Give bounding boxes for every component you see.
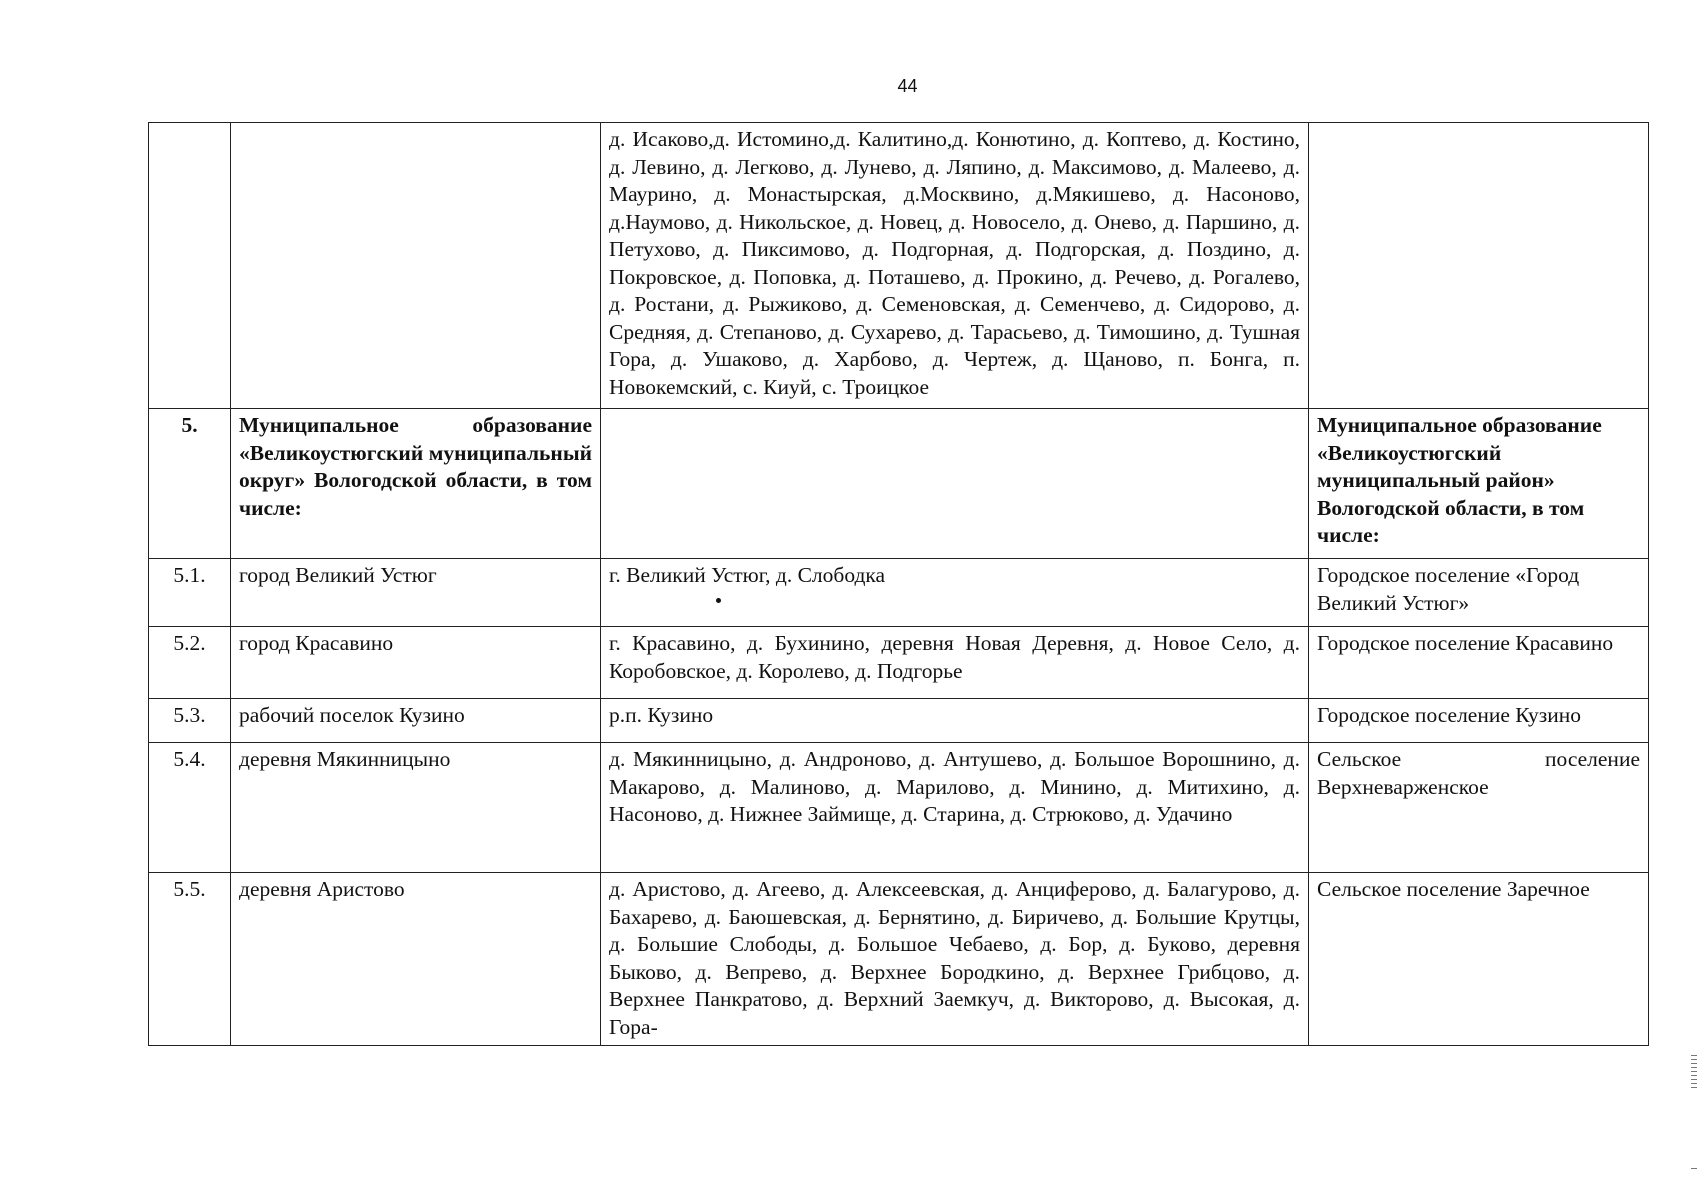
row-number: 5.5.	[149, 873, 231, 1046]
former-municipality: Сельское поселение Верхневарженское	[1309, 743, 1649, 873]
former-municipality	[1309, 123, 1649, 409]
settlement-cell	[601, 559, 1309, 627]
row-number: 5.	[149, 409, 231, 559]
settlement-list: г. Красавино, д. Бухинино, деревня Новая Деревня, д. Новое Село, д. Коробовское, д. Королево, д. Подгорье	[601, 627, 1309, 699]
settlement-list: д. Исаково,д. Истомино,д. Калитино,д. Конютино, д. Коптево, д. Костино, д. Левино, д. Легково, д. Лунево, д. Ляпино, д. Максимово, д. Малеево, д. Маурино, д. Монастырская, д.Москвино, д.Мякишево, д. Насоново, д.Наумово, д. Никольское, д. Новец, д. Новосело, д. Онево, д. Паршино, д. Петухово, д. Пиксимово, д. Подгорная, д. Подгорская, д. Поздино, д. Покровское, д. Поповка, д. Поташево, д. Прокино, д. Речево, д. Рогалево, д. Ростани, д. Рыжиково, д. Семеновская, д. Семенчево, д. Сидорово, д. Средняя, д. Степаново, д. Сухарево, д. Тарасьево, д. Тимошино, д. Тушная Гора, д. Ушаково, д. Харбово, д. Чертеж, д. Щаново, п. Бонга, п. Новокемский, с. Киуй, с. Троицкое	[601, 123, 1309, 409]
settlement-list: д. Мякинницыно, д. Андроново, д. Антушево, д. Большое Ворошнино, д. Макарово, д. Малиново, д. Марилово, д. Минино, д. Митихино, д. Насоново, д. Нижнее Займище, д. Старина, д. Стрюково, д. Удачино	[601, 743, 1309, 873]
stray-dot-mark	[716, 598, 721, 603]
row-number	[149, 123, 231, 409]
table-row	[149, 559, 1649, 627]
table-row	[149, 123, 1649, 409]
municipality-name: деревня Мякинницыно	[231, 743, 601, 873]
scan-edge-dash	[1691, 1168, 1697, 1169]
settlement-list: г. Великий Устюг, д. Слободка	[609, 563, 886, 587]
former-municipality: Муниципальное образование «Великоустюгский муниципальный район» Вологодской области, в том числе:	[1309, 409, 1649, 559]
municipality-name: город Красавино	[231, 627, 601, 699]
municipality-name: город Великий Устюг	[231, 559, 601, 627]
municipal-table	[148, 122, 1649, 1046]
row-number: 5.1.	[149, 559, 231, 627]
municipality-name: Муниципальное образование «Великоустюгский муниципальный округ» Вологодской области, в том числе:	[231, 409, 601, 559]
table-row	[149, 699, 1649, 743]
table-row	[149, 873, 1649, 1046]
settlement-list	[601, 409, 1309, 559]
scan-edge-marks	[1691, 1055, 1697, 1091]
former-municipality: Городское поселение «Город Великий Устюг»	[1309, 559, 1649, 627]
row-number: 5.3.	[149, 699, 231, 743]
table-row	[149, 409, 1649, 559]
municipality-name	[231, 123, 601, 409]
settlement-list: д. Аристово, д. Агеево, д. Алексеевская, д. Анциферово, д. Балагурово, д. Бахарево, д. Баюшевская, д. Бернятино, д. Биричево, д. Большие Крутцы, д. Большие Слободы, д. Большое Чебаево, д. Бор, д. Буково, деревня Быково, д. Вепрево, д. Верхнее Бородкино, д. Верхнее Грибцово, д. Верхнее Панкратово, д. Верхний Заемкуч, д. Викторово, д. Высокая, д. Гора-	[601, 873, 1309, 1046]
row-number: 5.2.	[149, 627, 231, 699]
municipality-name: рабочий поселок Кузино	[231, 699, 601, 743]
page-number: 44	[897, 76, 918, 96]
row-number: 5.4.	[149, 743, 231, 873]
former-municipality: Городское поселение Кузино	[1309, 699, 1649, 743]
former-municipality: Городское поселение Красавино	[1309, 627, 1649, 699]
former-municipality: Сельское поселение Заречное	[1309, 873, 1649, 1046]
table-row	[149, 743, 1649, 873]
municipality-name: деревня Аристово	[231, 873, 601, 1046]
settlement-list: р.п. Кузино	[601, 699, 1309, 743]
table-row	[149, 627, 1649, 699]
